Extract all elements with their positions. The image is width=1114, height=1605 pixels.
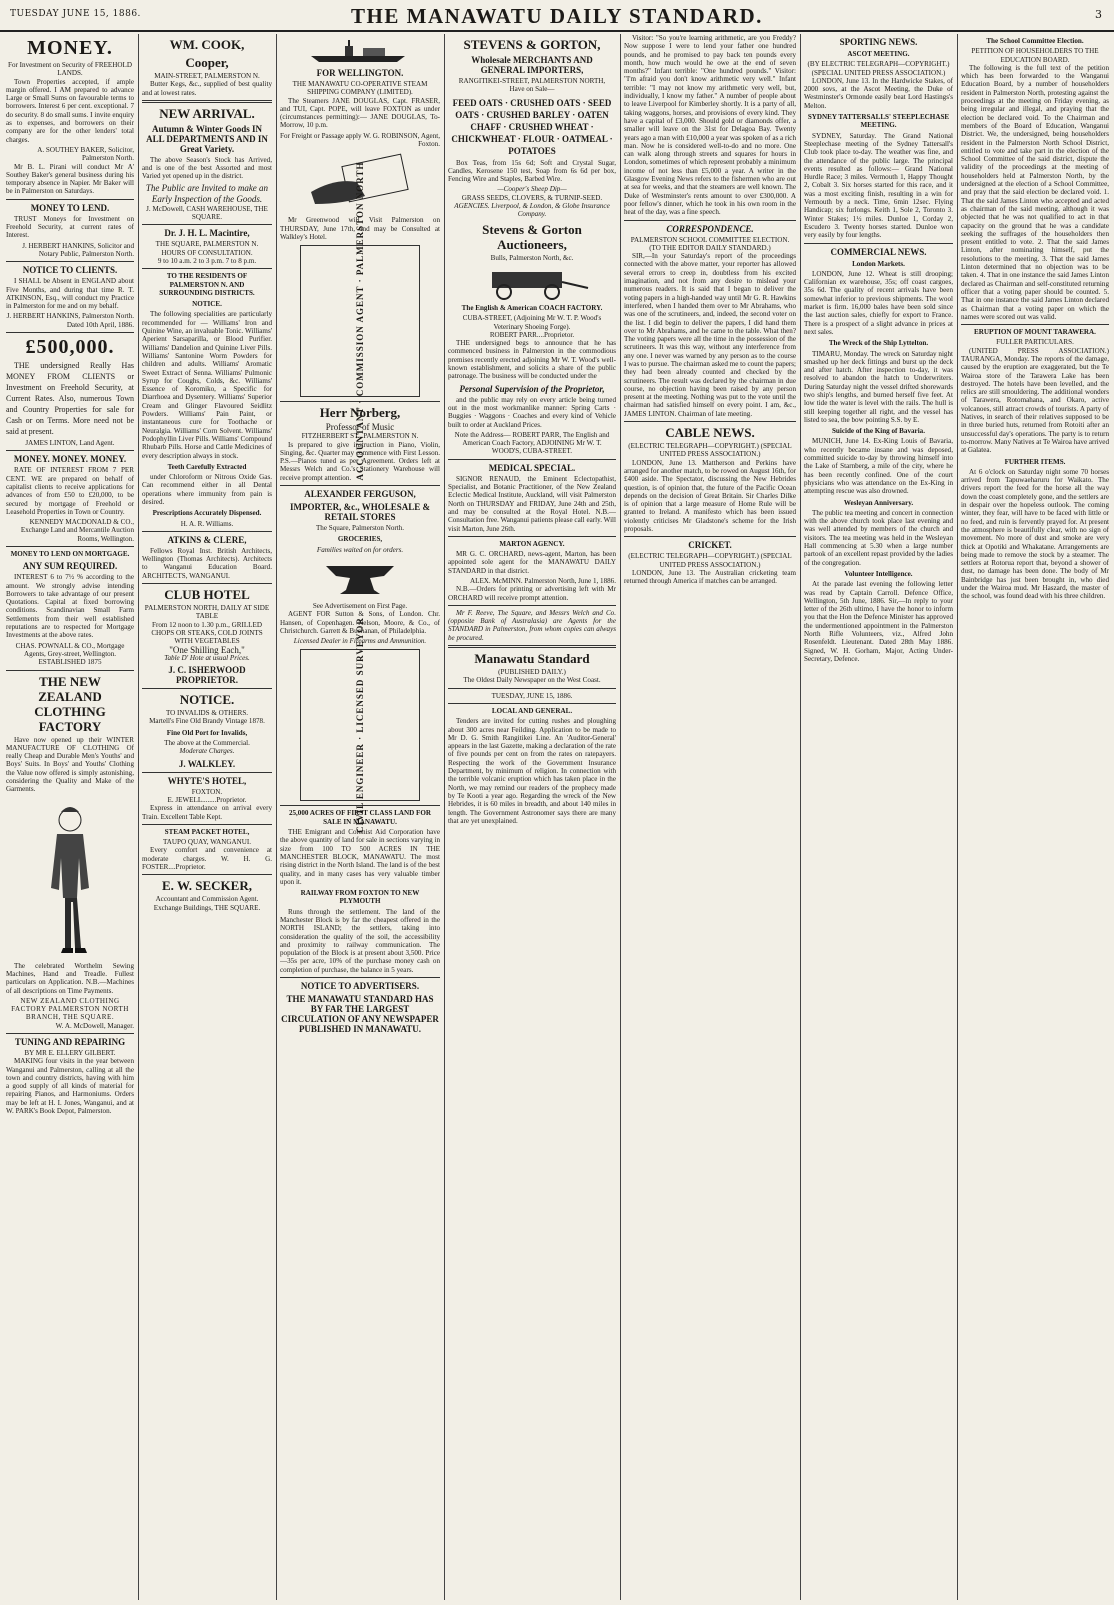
medical-heading: MEDICAL SPECIAL. <box>488 462 576 473</box>
stevens-auctioneers: Stevens & Gorton Auctioneers, <box>482 221 582 252</box>
stevens-heading: STEVENS & GORTON, <box>463 37 601 52</box>
clothing-manager: W. A. McDowell, Manager. <box>55 1021 134 1030</box>
grass-seeds: GRASS SEEDS, CLOVERS, & TURNIP-SEED. <box>461 193 603 202</box>
stevens-text: Box Teas, from 15s 6d; Soft and Crystal Sugar, Candles, Kerosene 150 test, Soap from 6s 6d per box, Fencing Wire and Staples, Barbed Wire. <box>448 158 616 184</box>
advertisers-heading: NOTICE TO ADVERTISERS. <box>300 981 420 992</box>
local-text: Tenders are invited for cutting rushes and ploughing about 300 acres near Feilding. Application to be made to Mr D. G. Smith Rangitikei Line. An 'Auditor-General' appears in the last Gazette, making a declaration of the rate of five pounds per cent on from the rates on ratepayers. Respecting the work of the Government Insurance Department, by minimum of religion. In connection with the terrible volcanic eruption which has taken place in the North, we may remind our readers of the prophecy made by Te Kooti a year ago. Regarding the wreck of the New Hebrides, it is 60 miles in breadth, and about 140 miles in length. The Government Astronomer says there are many that are yet unexplained. <box>448 717 616 825</box>
notice2-heading: NOTICE. <box>179 692 235 708</box>
column-2 <box>142 34 272 1600</box>
column-1 <box>6 34 134 1600</box>
wesleyan-text: The public tea meeting and concert in connection with the above church took place last evening and was well attended by members of the church and visitors. The tea meeting was held in the Wesleyan Hall commencing at 5.30 when a large number partook of an excellent repast provided by the ladies of the congregation. <box>804 508 953 567</box>
arrival-sub: Autumn & Winter Goods IN ALL DEPARTMENTS AND IN Great Variety. <box>146 123 268 154</box>
vertical-advert-2: CIVIL ENGINEER · LICENSED SURVEYOR <box>300 649 420 801</box>
money-text: Town Properties accepted, if ample margin offered. I AM prepared to advance Large or Small Sums on favourable terms to borrowers. Interest 6 per cent. exceptional. 7 do security. 8 do small sums. I invite enquiry as to expenses, and borrowers on their company are for the other lenders' total charges. <box>6 77 134 144</box>
groceries-text: Families waited on for orders. <box>316 545 404 554</box>
moderate-charges: Moderate Charges. <box>179 747 235 756</box>
port-text: The above at the Commercial. <box>164 739 250 748</box>
school-heading: The School Committee Election. <box>986 37 1084 45</box>
groceries-heading: GROCERIES, <box>337 535 383 544</box>
railway-text: Runs through the settlement. The land of the Manchester Block is by far the cheapest offered in the NORTH ISLAND; the settlers, taking into consideration the quality of the soil, the accessibility and proximity to railway communication. The population of the Block is at present about 3,500. Price—35s per acre, 10% of the purchase money cash on completion of purchase, the balance in 5 years. <box>280 907 440 974</box>
advert-note: See Advertisement on First Page. <box>312 601 408 610</box>
clothing-text: Have now opened up their WINTER MANUFACTURE OF CLOTHING Of really Cheap and Durable Men's Youths' and Boys' Suits. In Boys' and Youths' Clothing the Value now offered is simply astonishing, considering the Quality and Make of the Garments. <box>6 735 134 794</box>
cricket-sub: (ELECTRIC TELEGRAPH—COPYRIGHT.) (SPECIAL UNITED PRESS ASSOCIATION.) <box>628 552 792 569</box>
clients-signature: J. HERBERT HANKINS, Palmerston North. Dated 10th April, 1886. <box>6 312 134 329</box>
suicide-heading: Suicide of the King of Bavaria. <box>831 427 925 436</box>
column-rule <box>276 34 277 1600</box>
railway-heading: RAILWAY FROM FOXTON TO NEW PLYMOUTH <box>300 889 420 906</box>
pounds-text: THE undersigned Really Has MONEY FROM CLIENTS or Investment on Freehold Security, at Current Rates. Also, numerous Town and Country Properties for sale for Cash or on Terms. More need not be said at present. <box>6 361 134 437</box>
notice-text: The following specialities are particularly recommended for — Williams' Iron and Quinine Wine, an invaluable Tonic. Williams' Aperient Sarsaparilla, or Blood Purifier. Williams' Dandelion and Quinine Liver Pills. Williams' Santonine Worm Powders for children and adults. Williams' Aromatic Sweet Extract of Senna. Williams' Pulmonic Syrup for Coughs, Colds, &c. Williams' Essence of Koromiko, a Specific for Diarrhoea and Dysentery. Williams' Superior Cream and Glinger Flavoured Seidlitz Powders. Williams' Pain Paint, or instantaneous cure for Toothache or Neuralgia. Williams' Corn Solvent. Williams' Podophyllin Liver Pills. Williams' Compound Rhubarb Pills. Horse and Cattle Medicines of every description always in stock. <box>142 310 272 460</box>
club-table: Table D' Hote at usual Prices. <box>164 653 250 662</box>
clothing-heading: THE NEW ZEALAND CLOTHING FACTORY <box>34 673 106 734</box>
reeve-note: Mr F. Reeve, The Square, and Messrs Welch and Co. (opposite Bank of Australasia) are Agents for the STANDARD in Palmerston, from whom copies can always be procured. <box>448 608 616 642</box>
macintire-heading: Dr. J. H. L. Macintire, <box>164 228 250 239</box>
club-sub: PALMERSTON NORTH, DAILY AT SIDE TABLE <box>144 604 270 621</box>
club-price: "One Shilling Each," <box>169 644 245 655</box>
parr-heading: ROBERT PARR....Proprietor. <box>489 330 575 339</box>
petition-text: The following is the full text of the petition which has been forwarded to the Wanganui Education Board, by a number of householders resident in Palmerston North, protesting against the proceedings at the meeting on Friday evening, as being irregular and illegal, and praying that the election be declared void. To the Chairman and members of the Board of Education, Wanganui District. We, the undersigned, being householders resident in the Palmerston North School District, entitled to vote and take part in the election of the School Committee of the said district, dispute the validity of the proceedings at the meeting of householders held at Palmerston North, by the undersigned at the election of a School Committee, and pray that the said election be declared void. 1. That the said James Linton who accepted and acted as chairman of the said meeting, although it was objected that he was not qualified to act in that capacity on the ground that he was a candidate seeking the suffrages of the householders then present entitled to vote. 2. That the said James Linton, after nominating himself, put the resolutions to the meeting. 3. That the said James Linton determined that no objection was to be taken. 4. That in one instance the said James Linton declared as Chairman and self-constituted returning officer that a voting paper should be counted. 5. That in one instance the said James Linton declared as Chairman that a voting paper on which the names were scored out was valid. <box>961 63 1109 321</box>
issue-date: TUESDAY JUNE 15, 1886. <box>10 9 141 19</box>
stevens-auct-address: Bulls, Palmerston North, &c. <box>490 253 574 262</box>
club-heading: CLUB HOTEL <box>164 587 250 603</box>
steam-packet-text: Every comfort and convenience at moderate charges. W. H. G. FOSTER....Proprietor. <box>142 846 272 871</box>
cook-heading: WM. COOK, <box>169 37 245 52</box>
ferguson-heading: ALEXANDER FERGUSON, <box>304 489 416 500</box>
parr-supervision: Personal Supervision of the Proprietor, <box>459 383 605 394</box>
coach-heading: The English & American COACH FACTORY. <box>461 303 603 312</box>
steam-company: THE MANAWATU CO-OPERATIVE STEAM SHIPPING COMPANY (LIMITED). <box>292 80 428 97</box>
sporting-heading: SPORTING NEWS. <box>839 37 918 47</box>
prescriptions-heading: Prescriptions Accurately Dispensed. <box>152 509 262 518</box>
page-number: 3 <box>1095 8 1102 21</box>
masthead <box>0 0 1114 32</box>
standard-heading: Manawatu Standard <box>474 651 590 667</box>
brandy-text: Martell's Fine Old Brandy Vintage 1878. <box>149 717 265 726</box>
commercial-text: LONDON, June 12. Wheat is still drooping; Californian ex warehouse, 35s; off coast cargoes, 35s 6d. The quality of recent arrivals have been somewhat inferior to previous shipments. The wool market is firm. 16,000 bales have been sold since the last auction sales, chiefly for export to France. There is a prospect of a slight advance in prices at next sales. <box>804 269 953 336</box>
hours-list: 9 to 10 a.m. 2 to 3 p.m. 7 to 8 p.m. <box>157 256 257 265</box>
medical-text: SIGNOR RENAUD, the Eminent Eclectopathist, Specialist, and Botanic Practitioner, of the New Zealand Eclectic Medical Institute, Auckland, will visit Palmerston North on THURSDAY and FRIDAY, June 24th and 25th, and may be consulted at the Royal Hotel. N.B.—Consultation free. Wanganui patients please call early. Will visit Marton, June 26th. <box>448 474 616 533</box>
cricket-heading: CRICKET. <box>688 540 732 551</box>
money-subheading: For Investment on Security of FREEHOLD LANDS. <box>8 61 132 78</box>
marton-heading: MARTON AGENCY. <box>499 539 565 548</box>
standard-oldest: The Oldest Daily Newspaper on the West Coast. <box>463 676 601 685</box>
tuning-by: BY MR E. ELLERY GILBERT. <box>24 1049 116 1057</box>
cable-text: LONDON, June 13. Mattherson and Perkins have arranged for another match, to be rowed on August 16th, for £400 aside. The Spectator, discussing the New Hebrides question, is of opinion that, the future of the Pacific Ocean depends on the decision of Great Britain. Sir Charles Dilke is of opinion that a large measure of Home Rule will be granted to Ireland. A manifesto which has been issued violently criticises Mr Gladstone's scheme for the Irish proposals. <box>624 458 796 534</box>
money-heading: MONEY. <box>27 37 113 59</box>
eruption-heading: ERUPTION OF MOUNT TARAWERA. <box>974 328 1096 337</box>
lend-signature: J. HERBERT HANKINS, Solicitor and Notary Public, Palmerston North. <box>22 241 134 258</box>
macintire-address: THE SQUARE, PALMERSTON N. <box>155 240 259 249</box>
arrival-signature: J. McDowell, CASH WAREHOUSE, THE SQUARE. <box>146 204 268 222</box>
vertical-advert-1: ACCOUNTANT · COMMISSION AGENT · PALMERSTON NORTH <box>300 245 420 397</box>
mortgage-heading: MONEY TO LEND ON MORTGAGE. <box>10 549 130 558</box>
ferguson-address: The Square, Palmerston North. <box>315 524 405 533</box>
parr-signature: Note the Address— ROBERT PARR, The English and American Coach Factory, ADJOINING Mr W. T. WOOD'S, CUBA-STREET. <box>454 430 610 456</box>
tuning-text: MAKING four visits in the year between Wanganui and Palmerston, calling at all the town and country districts, having with him a good supply of all kinds of material for repairing Pianos, and Harmoniums. Orders may be left at H. I. Jones, Wanganui, and at W. PARK's Book Depot, Palmerston. <box>6 1057 134 1116</box>
anvil-engraving <box>320 558 400 598</box>
wesleyan-heading: Wesleyan Anniversary. <box>843 498 914 507</box>
cable-heading: CABLE NEWS. <box>665 425 755 441</box>
arrival-text: The above Season's Stock has Arrived, and is one of the best Assorted and most Varied yet opened up in the district. <box>142 155 272 181</box>
column-rule <box>138 34 139 1600</box>
club-text: From 12 noon to 1.30 p.m., GRILLED CHOPS OR STEAKS, COLD JOINTS WITH VEGETABLES <box>151 620 263 646</box>
tuning-heading: TUNING AND REPAIRING <box>14 1037 126 1047</box>
money-signature: A. SOUTHEY BAKER, Solicitor, Palmerston North. <box>37 145 134 163</box>
standard-sub: (PUBLISHED DAILY.) <box>498 668 566 677</box>
whyte-text: Express in attendance on arrival every Train. Excellent Table Kept. <box>142 804 272 821</box>
column-5 <box>624 34 796 1600</box>
walkley-signature: J. WALKLEY. <box>178 758 236 769</box>
clothing-text-2: The celebrated Worthelm Sewing Machines, Hand and Treadle. Fullest particulars on Application. N.B.—Machines of all descriptions on Time Payments. <box>6 961 134 995</box>
pounds-heading: £500,000. <box>25 336 115 359</box>
licensed-text: Licensed Dealer in Firearms and Ammunition. <box>293 637 427 646</box>
wellington-heading: FOR WELLINGTON. <box>316 68 404 78</box>
london-markets: London Markets. <box>852 259 905 268</box>
stevens-sale: Have on Sale— <box>509 85 555 94</box>
newspaper-title: THE MANAWATU DAILY STANDARD. <box>351 4 763 28</box>
marton-signature: ALEX. McMINN. Palmerston North, June 1, 1886. <box>470 576 616 585</box>
money-note: Mr B. L. Pirani will conduct Mr A' Southey Baker's general business during his temporary absence in Napier. Mr Baker will be in Palmerston on Saturdays. <box>6 162 134 196</box>
eruption-sub: FULLER PARTICULARS. <box>996 338 1074 347</box>
column-4 <box>448 34 616 1600</box>
eruption-text: (UNITED PRESS ASSOCIATION.) TAURANGA, Monday. The reports of the damage, caused by the eruption are exaggerated, but the Te Wairoa store of the Tarawera Lake has been destroyed. The hotels have been levelled, and the relics are still smouldering. The additional wonders of Tarawera, Rotomahana, and Okaro, active volcanoes, still attract crowds of tourists. A party of Natives, in search of their relatives supposed to be in three buried huts, returned from Rotoiti after an unsuccessful day's operations. The party is to return to-morrow. Many Natives at Te Wairoa have arrived at Galatea. <box>961 346 1109 455</box>
hours-heading: HOURS OF CONSULTATION. <box>161 248 253 257</box>
stevens-items: FEED OATS · CRUSHED OATS · SEED OATS · CRUSHED BARLEY · OATEN CHAFF · CRUSHED WHEAT · CHICKWHEAT · FLOUR · OATMEAL · POTATOES <box>451 97 613 156</box>
correspondence-to: (TO THE EDITOR DAILY STANDARD.) <box>649 243 771 252</box>
parr-text-2: and the public may rely on every article being turned out in the most workmanlike manner: Spring Carts · Buggies · Waggons · Coaches and every kind of Vehicle built to order at Auckland Prices. <box>448 395 616 429</box>
sheep-dip: —Cooper's Sheep Dip— <box>497 185 567 194</box>
column-rule <box>957 34 958 1600</box>
mmm-text: RATE OF INTEREST FROM 7 PER CENT. WE are prepared on behalf of capitalist clients to receive applications for advances of from £50 to £20,000, to be secured by mortgage of Freehold or Leasehold Properties in Town or Country. <box>6 466 134 516</box>
steamship-engraving <box>305 38 415 64</box>
invalids-heading: TO INVALIDS & OTHERS. <box>165 709 249 718</box>
stevens-address: RANGITIKEI-STREET, PALMERSTON NORTH, <box>458 77 606 85</box>
arrival-invite: The Public are Invited to make an Early Inspection of the Goods. <box>145 182 269 204</box>
suicide-text: MUNICH, June 14. Ex-King Louis of Bavaria, who recently became insane and was deposed, committed suicide to-day by throwing himself into the Lake of Starnberg, a mile of the city, where he has been recently confined. One of the court physicians who was attendance on the Ex-King in attempting rescue was also drowned. <box>804 437 953 496</box>
cook-address: MAIN-STREET, PALMERSTON N. <box>154 72 260 80</box>
clothing-branch: NEW ZEALAND CLOTHING FACTORY PALMERSTON NORTH BRANCH, THE SQUARE. <box>11 996 129 1022</box>
clients-text: I SHALL be Absent in ENGLAND about Five Months, and during that time R. T. ATKINSON, Esq., will conduct my Practice in Palmerston for me and on my behalf. <box>6 277 134 311</box>
sporting-sub: (BY ELECTRIC TELEGRAPH—COPYRIGHT.) (SPECIAL UNITED PRESS ASSOCIATION.) <box>807 60 950 77</box>
cricket-text: LONDON, June 13. The Australian cricketing team returned through America if matches can be arranged. <box>624 568 796 586</box>
acres-text: THE Emigrant and Colonist Aid Corporation have the above quantity of land for sale in sections varying in size from 100 TO 500 ACRES IN THE MANCHESTER BLOCK, MANAWATU. The most rising district in the North Island. The land is of the best quality, and in many cases has very valuable timber upon it. <box>280 828 440 886</box>
greenwood-text: Mr Greenwood will Visit Palmerston on THURSDAY, June 17th, and may be Consulted at Walkley's Hotel. <box>280 216 440 241</box>
advertisers-sub: THE MANAWATU STANDARD HAS BY FAR THE LARGEST CIRCULATION OF ANY NEWSPAPER PUBLISHED IN MANAWATU. <box>281 994 439 1035</box>
petition-heading: PETITION OF HOUSEHOLDERS TO THE EDUCATION BOARD. <box>971 47 1099 64</box>
arrival-heading: NEW ARRIVAL. <box>159 105 255 121</box>
column-7 <box>961 34 1109 1600</box>
column-6 <box>804 34 953 1600</box>
norberg-text: Is prepared to give instruction in Piano, Violin, Singing, &c. Quarter may commence with First Lesson. P.S.—Pianos tuned as per Agreement. Orders left at Messrs Welch and Co.'s Stationery Warehouse will receive prompt attention. <box>280 440 440 482</box>
boy-suit-engraving <box>35 798 105 958</box>
teeth-heading: Teeth Carefully Extracted <box>167 462 247 471</box>
marton-text-2: N.B.—Orders for printing or advertising left with Mr ORCHARD will receive prompt attention. <box>448 585 616 602</box>
correspondence-text: SIR,—In your Saturday's report of the proceedings connected with the above matter, your reporter has allowed several errors to creep in, doubtless from his excited imagination, and not from any desire to mislead your numerous readers. It is said that I began to deliver the voting papers in a high-handed way until Mr G. R. Hawkins interfered, when I handed them over to Mr Abrahams, who was one of the scrutineers, and, indeed, the second voter on the list. I did begin to deliver the papers, I did hand them over to Mr Abrahams, and he came to the table. What then? The voting papers were all the time in the possession of the scrutineers. It was this way, without any interference from any one. I never was warned by any person as to the course I was to pursue. The chairman asked me to count the papers; they had been already counted and checked by the scrutineers. The result was declared by the chairman in due course, no objection having been raised by any person present at the meeting. Nothing was put to the vote until the chairman had satisfied himself on every point. I am, &c., JAMES LINTON. Chairman of late meeting. <box>624 252 796 418</box>
notice-heading: NOTICE. <box>192 300 222 309</box>
cook-text: Butter Kegs, &c., supplied of best quality and at lowest rates. <box>142 80 272 97</box>
correspondence-heading: CORRESPONDENCE. <box>666 223 754 234</box>
steam-packet-sub: TAUPO QUAY, WANGANUI. <box>163 838 251 847</box>
mmm-heading: MONEY. MONEY. MONEY. <box>13 454 127 465</box>
standard-date: TUESDAY, JUNE 15, 1886. <box>491 691 573 700</box>
mmm-signature: KENNEDY MACDONALD & CO., Exchange Land and Mercantile Auction Rooms, Wellington. <box>20 518 134 543</box>
residents-heading: TO THE RESIDENTS OF PALMERSTON N. AND SURROUNDING DISTRICTS. <box>159 272 255 297</box>
secker-heading: E. W. SECKER, <box>162 878 252 894</box>
norberg-sub: Professor of Music <box>325 422 395 433</box>
further-heading: FURTHER ITEMS. <box>1004 457 1066 466</box>
wreck-text: TIMARU, Monday. The wreck on Saturday night smashed up her deck fittings and burst up the deck and after hatch. After inspection to-day, it was resolved to abandon the hatch to Underwriters. During Saturday night the vessel drifted shorewards two ship's lengths, and burned herself five feet. At low tide the water is level with the rails. The hull is still keeping together all right, and the vessel has listed to sea, the bow pointing S.S. by E. <box>804 349 953 424</box>
ascot-heading: ASCOT MEETING. <box>847 50 910 58</box>
sum-heading: ANY SUM REQUIRED. <box>22 561 118 572</box>
whyte-sub: FOXTON. <box>191 787 223 796</box>
agent-text: AGENT FOR Sutton & Sons, of London. Chr. Hansen, of Copenhagen. Nelson, Moore, & Co., of Christchurch. Garrett & Buchanan, of Philadelphia. <box>280 610 440 635</box>
ferguson-sub: IMPORTER, &c., WHOLESALE & RETAIL STORES <box>289 502 431 523</box>
norberg-heading: Herr Norberg, <box>319 405 401 421</box>
atkins-heading: ATKINS & CLERE, <box>167 534 247 545</box>
sydney-text: SYDNEY, Saturday. The Grand National Steeplechase meeting of the Sydney Tattersall's Club took place to-day. The weather was fine, and the attendance of the public large. The principal events resulted as follows:— Grand National Hurdle Race; 3 miles. Vermouth 1, Happy Thought 2, Cobalt 3. Six horses started for this race, and it was a most exciting finish, resulting in a win for Vermouth by a neck. Time, 6min 12sec. Flying Handicap; six furlongs. Keith 1, Sole 2, Toronto 3. Winter Stakes; 1½ miles. Dunloe 1, Corday 2, Escudero 3. Twenty horses started. Dunloe won very easily by four lengths. <box>804 131 953 240</box>
prescriptions-signature: H. A. R. Williams. <box>180 519 234 528</box>
lend-heading: MONEY TO LEND. <box>30 202 110 213</box>
teeth-text: under Chloroform or Nitrous Oxide Gas. Can recommend either in all Dental operations where immunity from pain is desired. <box>142 473 272 506</box>
whyte-heading: WHYTE'S HOTEL, <box>167 775 247 786</box>
steamer-text: The Steamers JANE DOUGLAS, Capt. FRASER, and TUI, Capt. POPE, will leave FOXTON as under (circumstances permitting):— JANE DOUGLAS, To-Morrow, 10 p.m. <box>280 96 440 130</box>
whyte-proprietor: E. JEWELL........Proprietor. <box>167 795 247 804</box>
steam-packet-heading: STEAM PACKET HOTEL, <box>164 827 250 836</box>
port-heading: Fine Old Port for Invalids, <box>166 728 248 737</box>
column-rule <box>620 34 621 1600</box>
correspondence-sub: PALMERSTON SCHOOL COMMITTEE ELECTION. <box>630 235 790 244</box>
wreck-heading: The Wreck of the Ship Lyttelton. <box>828 339 929 348</box>
ascot-text: LONDON, June 13. In the Hardwicke Stakes, of 2000 sovs, at the Ascot Meeting, the Duke of Westminster's Ormonde easily beat Lord Hastings's Melton. <box>804 76 953 110</box>
cook-sub: Cooper, <box>185 55 229 70</box>
agencies: AGENCIES. Liverpool, & London, & Globe Insurance Company. <box>454 202 610 219</box>
volunteer-text: At the parade last evening the following letter was read by Captain Carroll. Defence Office, Wellington, 5th June, 1886. Sir,—In reply to your letter of the 26th ultimo, I have the honor to inform you that the Hon the Defence Minister has approved the undermentioned appointment in the Palmerston North Rifle Volunteers, viz., Alfred John Rosenfeldt. Lieutenant. Dated 28th May 1886. Signed, W. H. Gorham, Major, Acting Under-Secretary, Defence. <box>804 580 953 663</box>
stevens-sub: Wholesale MERCHANTS AND GENERAL IMPORTERS, <box>471 55 593 75</box>
acres-heading: 25,000 ACRES OF FIRST CLASS LAND FOR SALE IN MANAWATU. <box>288 809 432 826</box>
atkins-text: Fellows Royal Inst. British Architects, Wellington (Thomas Architects). Architects to Wanganui Education Board. ARCHITECTS, WANGANUI. <box>142 546 272 580</box>
column-rule <box>800 34 801 1600</box>
secker-text: Accountant and Commission Agent. Exchange Buildings, THE SQUARE. <box>153 895 261 912</box>
clients-heading: NOTICE TO CLIENTS. <box>22 265 118 276</box>
lend-text: TRUST Moneys for Investment on Freehold Security, at current rates of Interest. <box>6 214 134 240</box>
sydney-heading: SYDNEY TATTERSALLS' STEEPLECHASE MEETING. <box>807 113 950 130</box>
cable-sub: (ELECTRIC TELEGRAPH—COPYRIGHT.) (SPECIAL UNITED PRESS ASSOCIATION.) <box>628 442 792 459</box>
isherwood-heading: J. C. ISHERWOOD PROPRIETOR. <box>168 665 246 686</box>
column-rule <box>444 34 445 1600</box>
sum-signature: CHAS. POWNALL & CO., Mortgage Agents, Grey-street, Wellington. ESTABLISHED 1875 <box>15 641 125 667</box>
coach-address: CUBA-STREET, (Adjoining Mr W. T. P. Wood's Veterinary Shoeing Forge). <box>462 314 602 331</box>
pounds-signature: JAMES LINTON, Land Agent. <box>25 439 115 448</box>
volunteer-heading: Volunteer Intelligence. <box>844 569 913 578</box>
parr-text: THE undersigned begs to announce that he has commenced business in Palmerston in the commodious premises recently erected adjoining Mr W. T. Wood's well-known establishment, and solicits a share of the public patronage. The business will be conducted under the <box>448 339 616 381</box>
commercial-heading: COMMERCIAL NEWS. <box>830 246 927 257</box>
marton-text: MR G. C. ORCHARD, news-agent, Marton, has been appointed sole agent for the MANAWATU DAILY STANDARD in that district. <box>448 550 616 575</box>
anecdote-text: Visitor: "So you're learning arithmetic, are you Freddy? Now suppose I were to lend your father one hundred pounds, and he promised to pay back ten pounds every month, how much would he owe at the end of seven months?" Infant terrible: "One hundred pounds." Visitor: "I'm afraid you don't know arithmetic very well." Infant terrible: "I may not know my arithmetic very well, but, individually, I know my father." A number of people about to leave Liverpool for Kimberley shortly. It is a party of all, taking waggons, horses, and provisions of every kind. They have a capital of £3,000. Should gold or diamonds offer, a smaller will leave on the 31st for Delagoa Bay. Twenty years ago a man with £10,000 a year was spoken of as a rich man. Now he is considered well-to-do and no more. One can walk along through streets and squares for hours in London, sometimes of which represent probably a minimum income of not less than £5,000 a year. A writer in the Glasgow Evening News refers to the fishermen who are out at sea for weeks, and that the steamers are well known. The Duke of Westminster's rents amount to over £300,000. A poor fellow's dinner, which he took in his own room in the heat of the day, was a fine speech. <box>624 34 796 217</box>
local-heading: LOCAL AND GENERAL. <box>491 706 573 715</box>
norberg-address: FITZHERBERT ST., PALMERSTON N. <box>301 432 419 441</box>
sum-text: INTEREST 6 to 7½ % according to the amount. We strongly advise intending Borrowers to take advantage of our present Quotations. Capital at fixed borrowing conditions. Scandinavian Small Farm Settlements from their well established reputations are to respected for Mortgage Investments at the above rates. <box>6 573 134 640</box>
further-text: At 6 o'clock on Saturday night some 70 horses arrived from Tapuwaeharuru for Waikato. The drivers report the feed for the horse all the way down the coast completely gone, and the settlers are in despair over the hopeless outlook. The coming winter, they fear, will have to be faced with little or no feed, and ruin is fervently prayed for. At present the atmosphere is beautifully clear, with no sign of movement. No more of dust and smoke are very thick at Opotiki and Whakatane. Arrangements are being made to remove the stock by a steamer. The settlers at Rotorua report that, beyond a shower of dust, no damage has been done. The body of Mr Bainbridge has just been brought in, who died under the Wairoa mud. Mr Haszard, the master of the school, was found dead with his three children. <box>961 467 1109 601</box>
column-3 <box>280 34 440 1600</box>
carriage-engraving <box>472 266 592 300</box>
freight-text: For Freight or Passage apply W. G. ROBINSON, Agent, Foxton. <box>280 131 440 149</box>
